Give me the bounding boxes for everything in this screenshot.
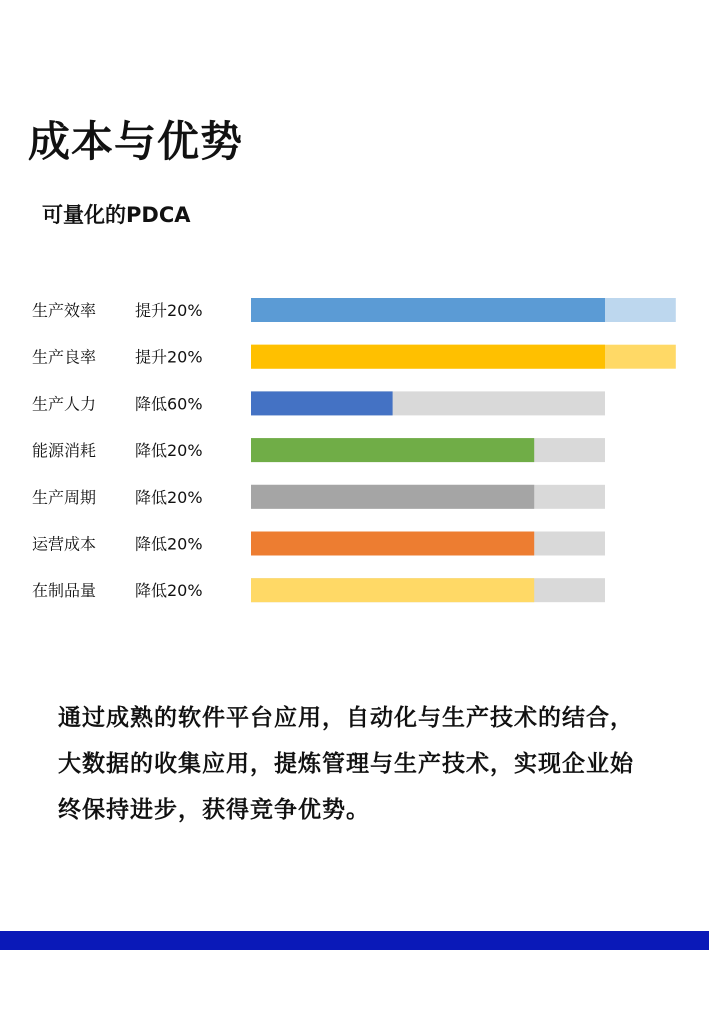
bar-fill [251, 485, 534, 509]
improvement-bar-chart [0, 290, 709, 620]
category-label: 能源消耗 [32, 441, 97, 461]
bar-fill [251, 345, 605, 369]
category-label: 运营成本 [32, 534, 97, 554]
change-label: 降低20% [135, 581, 203, 601]
category-label: 生产周期 [32, 487, 97, 507]
category-label: 生产效率 [32, 301, 97, 320]
category-label: 生产人力 [32, 394, 97, 414]
change-label: 提升20% [135, 347, 203, 367]
page-subtitle: 可量化的PDCA [42, 203, 191, 227]
category-label: 生产良率 [32, 347, 97, 367]
bar-fill [251, 391, 393, 415]
change-label: 降低60% [135, 394, 203, 414]
bar-fill [251, 532, 534, 556]
bar-fill [251, 298, 605, 322]
change-label: 降低20% [135, 534, 203, 554]
bar-fill [251, 438, 534, 462]
page-title: 成本与优势 [28, 117, 244, 166]
change-label: 提升20% [135, 301, 203, 320]
summary-text: 通过成熟的软件平台应用，自动化与生产技术的结合，大数据的收集应用，提炼管理与生产技术，实现企业始终保持进步，获得竞争优势。 [58, 705, 634, 823]
bar-chart-svg [0, 290, 709, 620]
change-label: 降低20% [135, 441, 203, 461]
footer-band [0, 931, 709, 950]
change-label: 降低20% [135, 487, 203, 507]
category-label: 在制品量 [32, 581, 97, 601]
bar-fill [251, 578, 534, 602]
